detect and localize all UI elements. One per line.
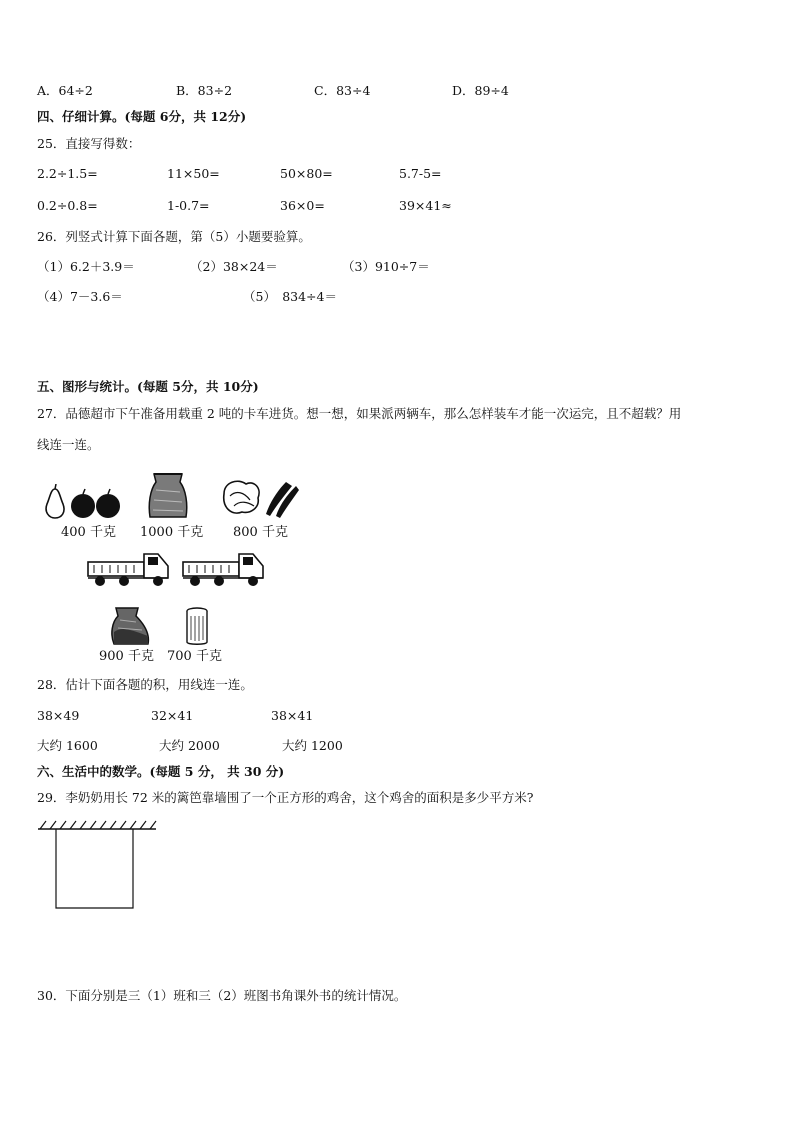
q25-item: 39×41≈ <box>399 198 452 213</box>
q26-item: （3）910÷7＝ <box>342 259 430 274</box>
q26-item: （4）7－3.6＝ <box>37 289 123 304</box>
apple-icon <box>71 489 95 518</box>
wall-hatching <box>40 821 156 829</box>
q27-text-line1: 27．品德超市下午准备用载重 2 吨的卡车进货。想一想，如果派两辆车，那么怎样装车才能一次运完，且不超载？用 <box>37 406 682 421</box>
weight-label: 900 千克 <box>99 649 154 664</box>
option-c: C．83÷4 <box>314 83 371 98</box>
q27-text-line2: 线连一连。 <box>37 437 100 452</box>
q28-expression: 38×41 <box>271 708 314 723</box>
jar-icon <box>184 606 210 646</box>
option-a: A．64÷2 <box>37 83 93 98</box>
option-d: D．89÷4 <box>452 83 509 98</box>
q25-item: 1-0.7= <box>167 198 210 213</box>
bag-icon <box>108 604 154 646</box>
section-5-title: 五、图形与统计。(每题 5分，共 10分) <box>37 379 259 394</box>
q30-text: 30．下面分别是三（1）班和三（2）班图书角课外书的统计情况。 <box>37 988 407 1003</box>
q28-stem: 28．估计下面各题的积，用线连一连。 <box>37 677 253 692</box>
q28-answer: 大约 1600 <box>37 738 98 753</box>
section-4-title: 四、仔细计算。(每题 6分，共 12分) <box>37 109 247 124</box>
fruit-group <box>44 484 124 520</box>
weight-label: 400 千克 <box>61 525 116 540</box>
q25-stem: 25．直接写得数： <box>37 136 141 151</box>
q25-item: 11×50= <box>167 166 220 181</box>
option-b: B．83÷2 <box>176 83 233 98</box>
truck-icon <box>86 548 176 590</box>
weight-label: 800 千克 <box>233 525 288 540</box>
vegetables-icon <box>220 476 300 518</box>
q26-item: （2）38×24＝ <box>190 259 278 274</box>
q26-item: （5） 834÷4＝ <box>243 289 337 304</box>
q28-expression: 32×41 <box>151 708 194 723</box>
q28-answer: 大约 2000 <box>159 738 220 753</box>
q25-item: 2.2÷1.5= <box>37 166 98 181</box>
q26-stem: 26．列竖式计算下面各题，第（5）小题要验算。 <box>37 229 311 244</box>
truck-icon <box>181 548 271 590</box>
weight-label: 1000 千克 <box>140 525 204 540</box>
q28-expression: 38×49 <box>37 708 80 723</box>
q25-item: 36×0= <box>280 198 325 213</box>
q25-item: 0.2÷0.8= <box>37 198 98 213</box>
q29-text: 29．李奶奶用长 72 米的篱笆靠墙围了一个正方形的鸡舍，这个鸡舍的面积是多少平方米? <box>37 790 534 805</box>
weight-label: 700 千克 <box>167 649 222 664</box>
square-coop-diagram <box>36 818 160 912</box>
apple-icon <box>96 489 120 518</box>
q28-answer: 大约 1200 <box>282 738 343 753</box>
fence-square <box>56 829 133 908</box>
q26-item: （1）6.2＋3.9＝ <box>37 259 135 274</box>
sack-icon <box>146 470 190 520</box>
section-6-title: 六、生活中的数学。(每题 5 分， 共 30 分) <box>37 764 285 779</box>
pear-icon <box>46 484 64 518</box>
q25-item: 50×80= <box>280 166 333 181</box>
q25-item: 5.7-5= <box>399 166 442 181</box>
